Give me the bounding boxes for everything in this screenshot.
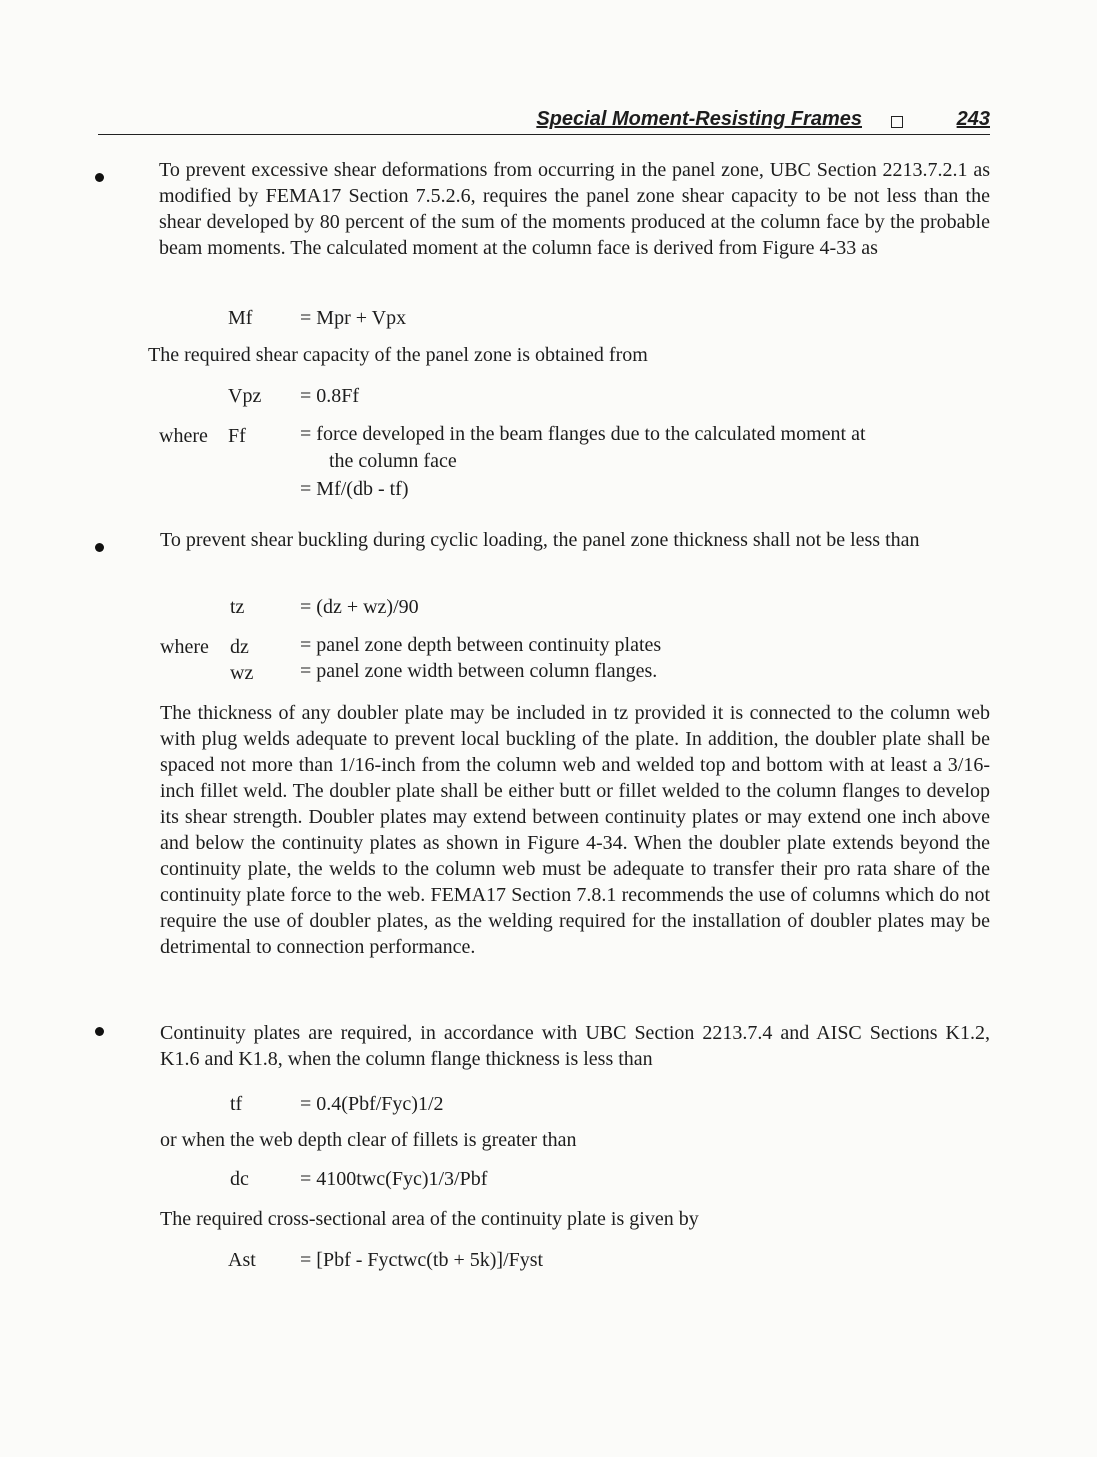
eq-mf-lhs: Mf [228, 307, 253, 329]
eq-tf-rhs: = 0.4(Pbf/Fyc)1/2 [300, 1093, 444, 1115]
eq-tz-rhs: = (dz + wz)/90 [300, 596, 419, 618]
where-label: where [159, 425, 208, 447]
where-def-ff-cont: the column face [329, 450, 457, 472]
bullet-icon [95, 543, 104, 552]
where-var-wz: wz [230, 662, 254, 684]
where-label: where [160, 636, 209, 658]
where-def-ff: = force developed in the beam flanges due to the calculated moment at [300, 423, 866, 445]
running-header [98, 106, 990, 135]
eq-tz-lhs: tz [230, 596, 245, 618]
text-web-depth: or when the web depth clear of fillets is greater than [160, 1129, 577, 1151]
paragraph-continuity-plates: Continuity plates are required, in accordance with UBC Section 2213.7.4 and AISC Sections K1.2, K1.6 and K1.8, when the column flange thickness is less than [160, 1022, 990, 1070]
where-def-wz: = panel zone width between column flanges. [300, 660, 658, 682]
eq-vpz-lhs: Vpz [228, 385, 262, 407]
where-def-ff-formula: = Mf/(db - tf) [300, 478, 409, 500]
eq-tf-lhs: tf [230, 1093, 243, 1115]
where-var-ff: Ff [228, 425, 246, 447]
where-def-dz: = panel zone depth between continuity plates [300, 634, 662, 656]
paragraph-shear-buckling: To prevent shear buckling during cyclic loading, the panel zone thickness shall not be less than [160, 529, 920, 551]
bullet-icon [95, 173, 104, 182]
header-title: Special Moment-Resisting Frames [536, 108, 862, 130]
page-number: 243 [956, 108, 990, 130]
paragraph-panel-zone-shear: To prevent excessive shear deformations from occurring in the panel zone, UBC Section 2213.7.2.1 as modified by FEMA17 Section 7.5.2.6, requires the panel zone shear capacity to be not less than the shear developed by 80 percent of the sum of the moments produced at the column face by the probable beam moments. The calculated moment at the column face is derived from Figure 4-33 as [159, 159, 990, 259]
eq-dc-rhs: = 4100twc(Fyc)1/3/Pbf [300, 1168, 488, 1190]
eq-vpz-rhs: = 0.8Ff [300, 385, 360, 407]
paragraph-doubler-plate: The thickness of any doubler plate may be included in tz provided it is connected to the column web with plug welds adequate to prevent local buckling of the plate. In addition, the doubler plate shall be spaced not more than 1/16-inch from the column web and welded top and bottom with at least a 3/16-inch fillet weld. The doubler plate shall be either butt or fillet welded to the column flanges to develop its shear strength. Doubler plates may extend between continuity plates or may extend one inch above and below the continuity plates as shown in Figure 4-34. When the doubler plate extends beyond the continuity plate, the welds to the column web must be adequate to transfer their pro rata share of the continuity plate force to the web. FEMA17 Section 7.8.1 recommends the use of columns which do not require the use of doubler plates, as the welding required for the installation of doubler plates may be detrimental to connection performance. [160, 702, 990, 958]
header-box-icon [891, 116, 903, 128]
bullet-icon [95, 1027, 104, 1036]
eq-dc-lhs: dc [230, 1168, 249, 1190]
eq-ast-rhs: = [Pbf - Fyctwc(tb + 5k)]/Fyst [300, 1249, 544, 1271]
text-cross-sectional-area: The required cross-sectional area of the continuity plate is given by [160, 1208, 699, 1230]
where-var-dz: dz [230, 636, 249, 658]
eq-ast-lhs: Ast [228, 1249, 256, 1271]
eq-mf-rhs: = Mpr + Vpx [300, 307, 407, 329]
text-required-shear: The required shear capacity of the panel zone is obtained from [148, 344, 648, 366]
